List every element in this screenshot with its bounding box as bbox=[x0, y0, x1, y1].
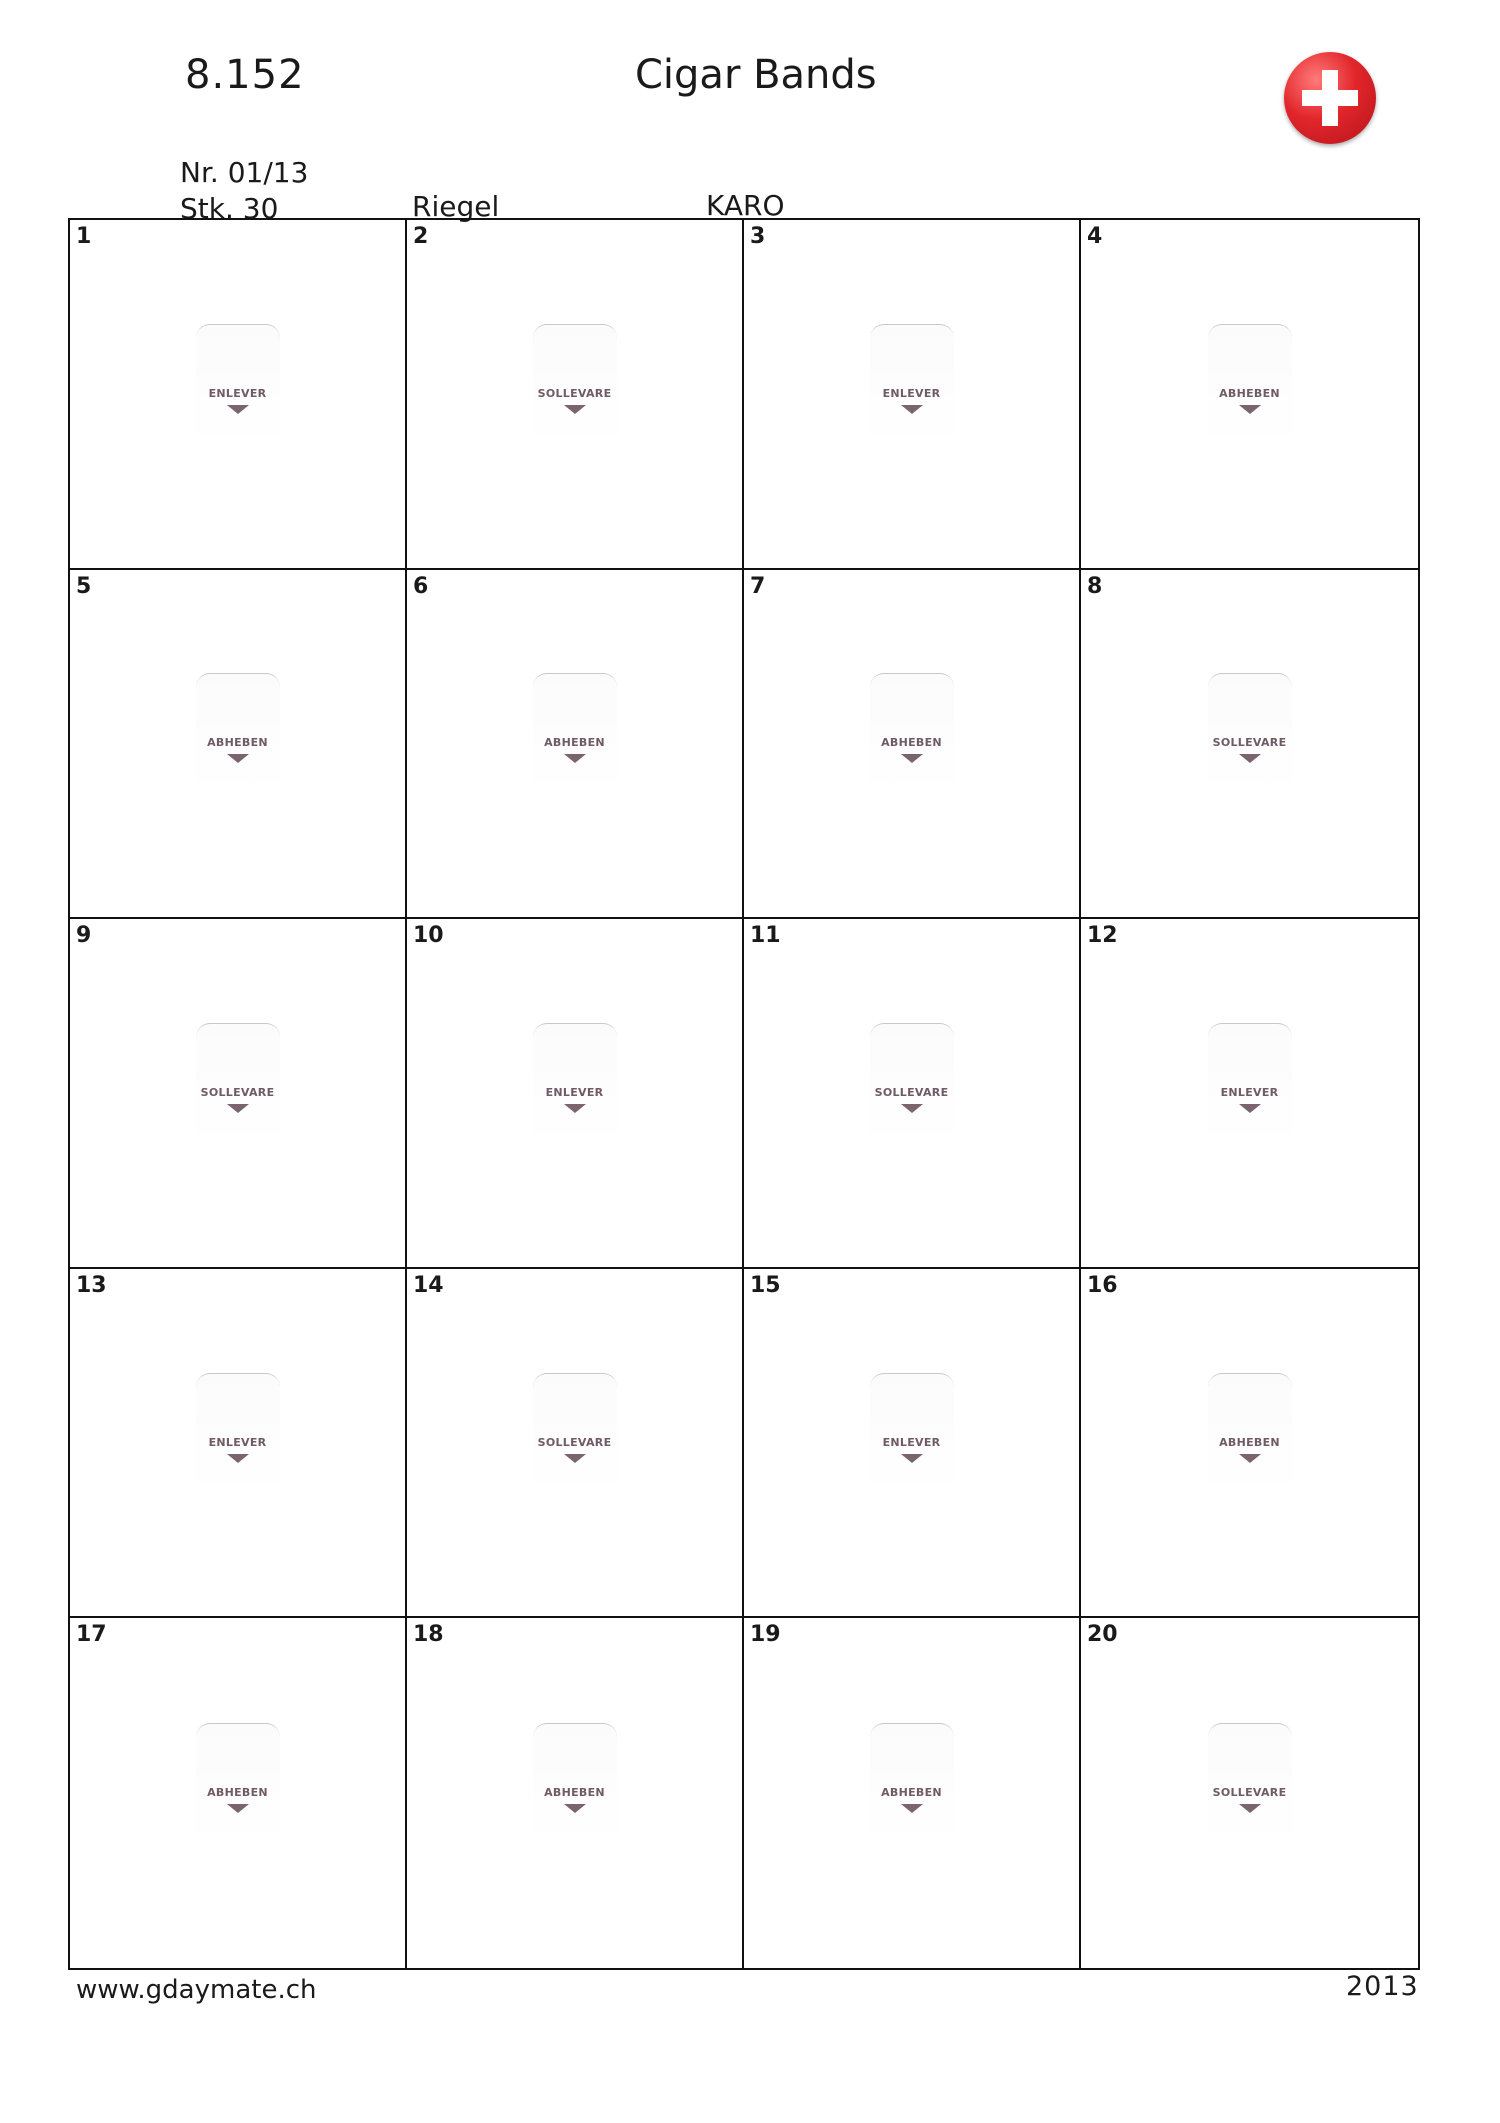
cell-number: 1 bbox=[76, 224, 92, 249]
cell-number: 10 bbox=[413, 923, 444, 949]
cell-number: 16 bbox=[1087, 1272, 1118, 1298]
cell-number: 3 bbox=[750, 224, 766, 249]
cigar-band-image bbox=[870, 1023, 954, 1144]
band-label: ENLEVER bbox=[882, 1435, 941, 1449]
band-label: ABHEBEN bbox=[881, 736, 942, 750]
cigar-band-image bbox=[870, 1723, 954, 1844]
band-label: ABHEBEN bbox=[207, 1786, 268, 1800]
triangle-down-icon bbox=[227, 405, 249, 414]
band-cell bbox=[407, 570, 744, 920]
band-cell bbox=[744, 1269, 1081, 1619]
cell-number: 14 bbox=[413, 1272, 444, 1298]
triangle-down-icon bbox=[564, 1804, 586, 1813]
triangle-down-icon bbox=[901, 1804, 923, 1813]
cigar-band-image bbox=[533, 1023, 617, 1144]
band-cell bbox=[407, 919, 744, 1269]
cigar-band-image bbox=[533, 673, 617, 794]
band-cell bbox=[70, 220, 407, 570]
cell-number: 18 bbox=[413, 1622, 444, 1648]
triangle-down-icon bbox=[227, 1804, 249, 1813]
triangle-down-icon bbox=[227, 1454, 249, 1463]
triangle-down-icon bbox=[564, 1454, 586, 1463]
band-cell bbox=[407, 1618, 744, 1968]
swiss-flag-icon bbox=[1284, 52, 1376, 144]
band-label: SOLLEVARE bbox=[537, 386, 612, 400]
cigar-band-image bbox=[870, 673, 954, 794]
cell-number: 4 bbox=[1087, 224, 1103, 249]
triangle-down-icon bbox=[1239, 405, 1261, 414]
band-cell bbox=[1081, 570, 1418, 920]
cigar-band-image bbox=[1208, 324, 1292, 445]
triangle-down-icon bbox=[901, 405, 923, 414]
band-label: ABHEBEN bbox=[544, 1786, 605, 1800]
triangle-down-icon bbox=[901, 1454, 923, 1463]
band-label: ABHEBEN bbox=[544, 736, 605, 750]
cell-number: 9 bbox=[76, 923, 92, 949]
cigar-band-image bbox=[533, 1373, 617, 1494]
cell-number: 19 bbox=[750, 1622, 781, 1648]
band-label: ABHEBEN bbox=[1219, 1435, 1280, 1449]
cigar-band-image bbox=[1208, 1723, 1292, 1844]
band-label: ENLEVER bbox=[545, 1085, 604, 1099]
catalog-number: 8.152 bbox=[185, 52, 305, 98]
band-label: ENLEVER bbox=[1220, 1085, 1279, 1099]
page-title: Cigar Bands bbox=[635, 52, 877, 98]
cigar-band-image bbox=[533, 1723, 617, 1844]
footer-website: www.gdaymate.ch bbox=[76, 1975, 317, 2005]
cigar-band-image bbox=[1208, 673, 1292, 794]
band-label: ABHEBEN bbox=[881, 1786, 942, 1800]
band-label: SOLLEVARE bbox=[200, 1085, 275, 1099]
band-cell bbox=[1081, 1618, 1418, 1968]
cigar-band-image bbox=[196, 1023, 280, 1144]
series-type: Riegel bbox=[412, 190, 500, 223]
cigar-band-image bbox=[533, 324, 617, 445]
triangle-down-icon bbox=[1239, 754, 1261, 763]
band-label: SOLLEVARE bbox=[1212, 1786, 1287, 1800]
cell-number: 2 bbox=[413, 224, 429, 249]
band-cell bbox=[744, 919, 1081, 1269]
band-cell bbox=[70, 1618, 407, 1968]
piece-count: Stk. 30 bbox=[180, 192, 279, 225]
triangle-down-icon bbox=[901, 1104, 923, 1113]
triangle-down-icon bbox=[564, 1104, 586, 1113]
cigar-band-image bbox=[196, 324, 280, 445]
band-cell bbox=[70, 919, 407, 1269]
band-cell bbox=[744, 1618, 1081, 1968]
cell-number: 8 bbox=[1087, 573, 1103, 599]
cigar-band-image bbox=[196, 673, 280, 794]
band-label: SOLLEVARE bbox=[874, 1085, 949, 1099]
band-cell bbox=[70, 1269, 407, 1619]
band-cell bbox=[70, 570, 407, 920]
triangle-down-icon bbox=[1239, 1804, 1261, 1813]
band-cell bbox=[744, 570, 1081, 920]
triangle-down-icon bbox=[901, 754, 923, 763]
cigar-band-image bbox=[196, 1373, 280, 1494]
cell-number: 17 bbox=[76, 1622, 107, 1648]
triangle-down-icon bbox=[564, 754, 586, 763]
cigar-band-image bbox=[870, 324, 954, 445]
cigar-band-image bbox=[1208, 1373, 1292, 1494]
band-label: ENLEVER bbox=[882, 386, 941, 400]
band-cell bbox=[1081, 1269, 1418, 1619]
band-label: ABHEBEN bbox=[207, 736, 268, 750]
cell-number: 12 bbox=[1087, 923, 1118, 949]
cigar-band-image bbox=[1208, 1023, 1292, 1144]
band-cell bbox=[407, 220, 744, 570]
brand-name: KARO bbox=[706, 189, 785, 222]
band-label: SOLLEVARE bbox=[1212, 736, 1287, 750]
triangle-down-icon bbox=[1239, 1454, 1261, 1463]
cell-number: 11 bbox=[750, 923, 781, 949]
band-cell bbox=[744, 220, 1081, 570]
triangle-down-icon bbox=[1239, 1104, 1261, 1113]
issue-number: Nr. 01/13 bbox=[180, 156, 309, 189]
band-cell bbox=[407, 1269, 744, 1619]
triangle-down-icon bbox=[227, 754, 249, 763]
band-cell bbox=[1081, 220, 1418, 570]
cell-number: 20 bbox=[1087, 1622, 1118, 1648]
triangle-down-icon bbox=[564, 405, 586, 414]
triangle-down-icon bbox=[227, 1104, 249, 1113]
cell-number: 15 bbox=[750, 1272, 781, 1298]
cigar-band-image bbox=[196, 1723, 280, 1844]
band-label: ENLEVER bbox=[208, 386, 267, 400]
cigar-band-image bbox=[870, 1373, 954, 1494]
band-label: ABHEBEN bbox=[1219, 386, 1280, 400]
cell-number: 7 bbox=[750, 573, 766, 599]
band-label: ENLEVER bbox=[208, 1435, 267, 1449]
cell-number: 5 bbox=[76, 573, 92, 599]
cell-number: 13 bbox=[76, 1272, 107, 1298]
band-cell bbox=[1081, 919, 1418, 1269]
footer-year: 2013 bbox=[1346, 1971, 1419, 2002]
band-grid bbox=[68, 218, 1420, 1970]
cell-number: 6 bbox=[413, 573, 429, 599]
band-label: SOLLEVARE bbox=[537, 1435, 612, 1449]
